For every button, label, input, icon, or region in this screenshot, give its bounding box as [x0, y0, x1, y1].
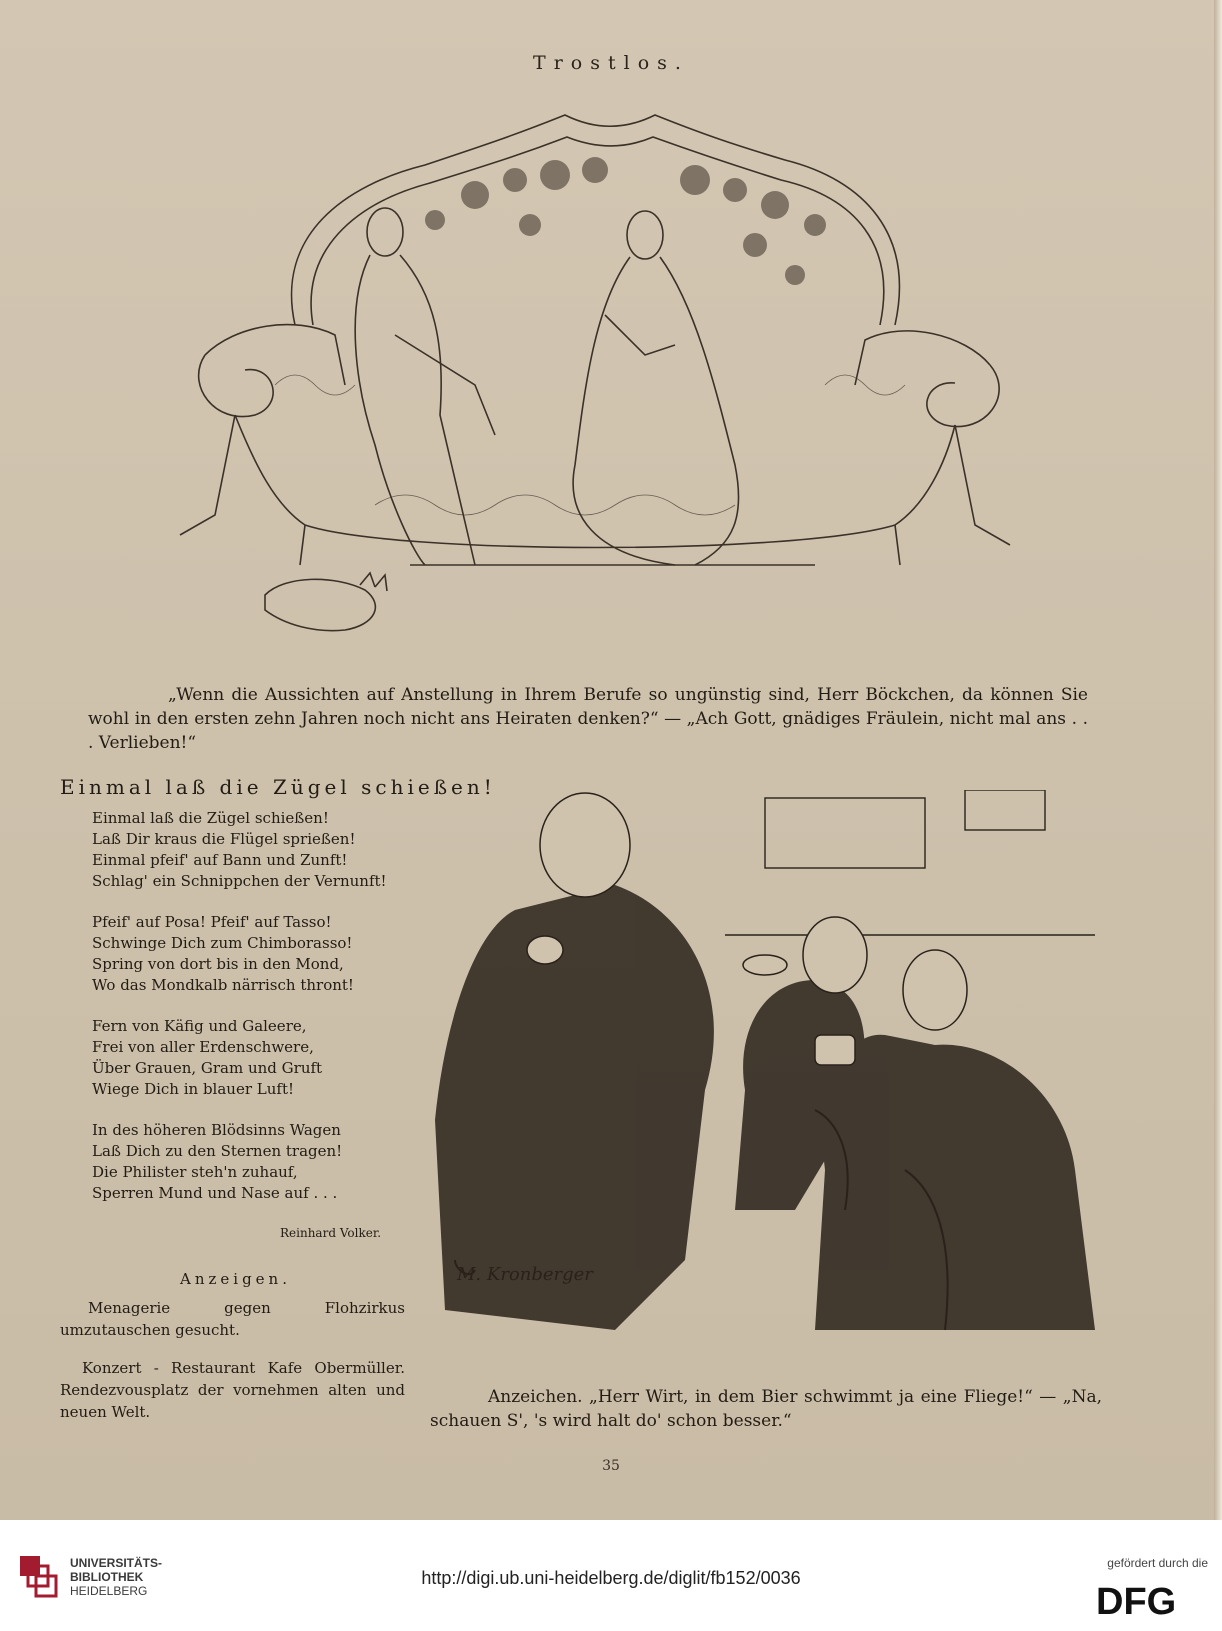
dfg-logo [1096, 1580, 1208, 1620]
poem-title: Einmal laß die Zügel schießen! [60, 775, 496, 799]
tavern-illustration [435, 790, 1095, 1355]
library-name-line: UNIVERSITÄTS- [70, 1556, 163, 1570]
poem-verse: Schwinge Dich zum Chimborasso! [92, 934, 353, 952]
library-name-line: BIBLIOTHEK [70, 1570, 144, 1584]
footer-bar [0, 1520, 1222, 1631]
poem [92, 808, 402, 1224]
poem-verse: Einmal pfeif' auf Bann und Zunft! [92, 851, 348, 869]
page-edge [1214, 0, 1222, 1520]
poem-verse: Schlag' ein Schnippchen der Vernunft! [92, 872, 387, 890]
poem-verse: Wiege Dich in blauer Luft! [92, 1080, 295, 1098]
poem-verse: Die Philister steh'n zuhauf, [92, 1163, 298, 1181]
poem-stanza [92, 1016, 402, 1100]
tavern-signature: M. Kronberger [457, 1264, 593, 1285]
poem-verse: Fern von Käfig und Galeere, [92, 1017, 307, 1035]
library-name-line: HEIDELBERG [70, 1584, 148, 1598]
poem-verse: Über Grauen, Gram und Gruft [92, 1059, 323, 1077]
page-headline: Trostlos. [533, 52, 689, 74]
source-url-link[interactable]: http://digi.ub.uni-heidelberg.de/diglit/fb152/0036 [421, 1568, 801, 1588]
poem-verse: Wo das Mondkalb närrisch thront! [92, 976, 354, 994]
poem-verse: Spring von dort bis in den Mond, [92, 955, 344, 973]
ad-menagerie: Menagerie gegen Flohzirkus umzutauschen gesucht. [60, 1299, 405, 1339]
poem-stanza [92, 912, 402, 996]
poem-verse: Sperren Mund und Nase auf . . . [92, 1184, 338, 1202]
funding-note: gefördert durch die [1107, 1556, 1208, 1570]
poem-author: Reinhard Volker. [280, 1226, 382, 1240]
dfg-wordmark: DFG [1096, 1581, 1177, 1620]
poem-verse: Pfeif' auf Posa! Pfeif' auf Tasso! [92, 913, 332, 931]
poem-stanza [92, 808, 402, 892]
poem-stanza [92, 1120, 402, 1204]
page-number: 35 [602, 1458, 620, 1474]
caption-top: „Wenn die Aussichten auf Anstellung in Ihrem Berufe so ungünstig sind, Herr Böckchen, da können Sie wohl in den ersten zehn Jahren noch nicht ans Heiraten denken?“ — „Ach Gott, gnädiges Fräulein, nicht mal ans . . . Verlieben!“ [88, 685, 1088, 753]
poem-verse: In des höheren Blödsinns Wagen [92, 1121, 341, 1139]
poem-verse: Frei von aller Erdenschwere, [92, 1038, 314, 1056]
ads-heading: Anzeigen. [180, 1270, 291, 1288]
poem-verse: Einmal laß die Zügel schießen! [92, 809, 329, 827]
poem-verse: Laß Dir kraus die Flügel sprießen! [92, 830, 356, 848]
ad-konzert-restaurant: Konzert - Restaurant Kafe Obermüller. Rendezvousplatz der vornehmen alten und neuen Welt. [60, 1359, 405, 1421]
caption-bottom: Anzeichen. „Herr Wirt, in dem Bier schwimmt ja eine Fliege!“ — „Na, schauen S', 's wird halt do' schon besser.“ [430, 1387, 1102, 1431]
sofa-illustration [175, 85, 1020, 665]
poem-verse: Laß Dich zu den Sternen tragen! [92, 1142, 343, 1160]
